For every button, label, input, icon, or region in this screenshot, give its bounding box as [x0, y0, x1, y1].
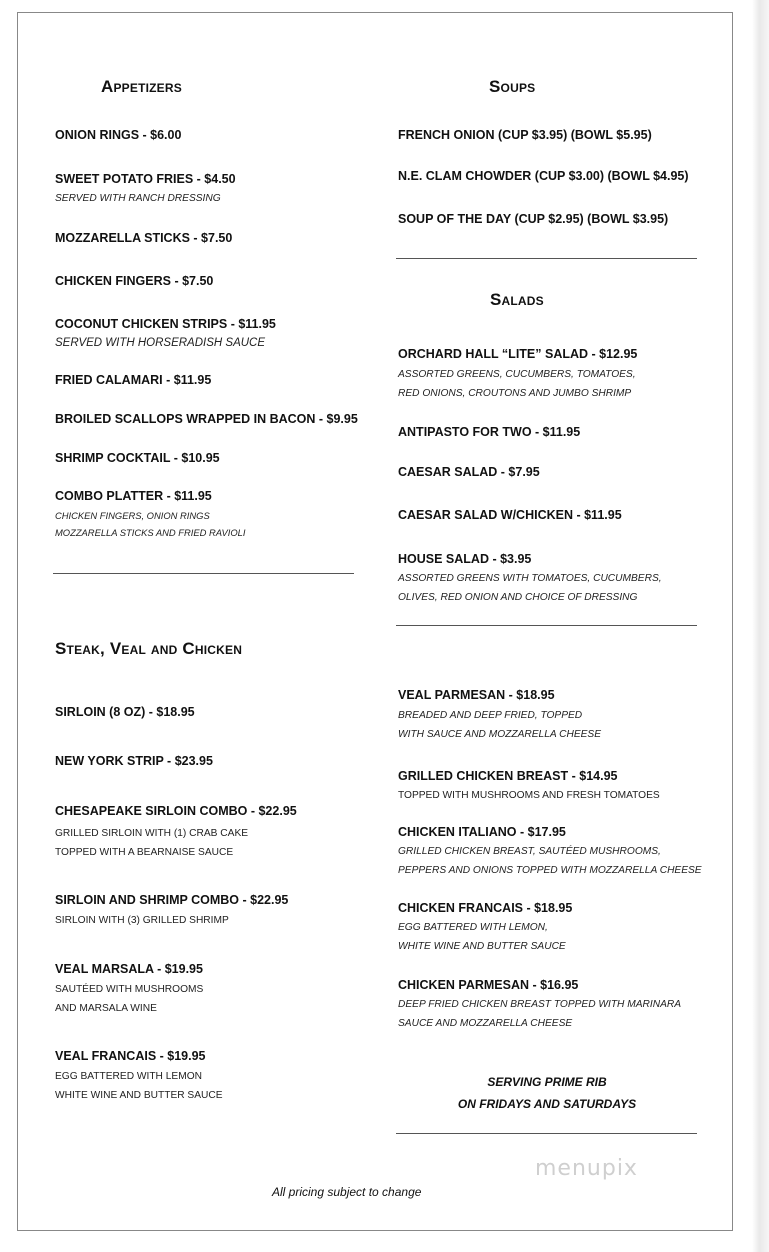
menu-item-veal-parmesan: VEAL PARMESAN - $18.95	[398, 688, 555, 702]
menu-item-chicken-parmesan: CHICKEN PARMESAN - $16.95	[398, 978, 579, 992]
section-divider	[396, 625, 697, 626]
menu-item-description: EGG BATTERED WITH LEMON	[55, 1071, 202, 1082]
salads-heading: Salads	[490, 290, 544, 309]
menu-item-veal-francais: VEAL FRANCAIS - $19.95	[55, 1049, 206, 1063]
section-divider	[396, 1133, 697, 1134]
menu-item-description: TOPPED WITH A BEARNAISE SAUCE	[55, 847, 234, 858]
menu-item-description: ASSORTED GREENS, CUCUMBERS, TOMATOES,	[398, 369, 636, 380]
menu-item-grilled-chicken-breast: GRILLED CHICKEN BREAST - $14.95	[398, 769, 618, 783]
menu-item-description: GRILLED SIRLOIN WITH (1) CRAB CAKE	[55, 828, 249, 839]
soups-heading: Soups	[489, 77, 536, 96]
menu-item-veal-marsala: VEAL MARSALA - $19.95	[55, 962, 203, 976]
menu-item-caesar-salad: CAESAR SALAD - $7.95	[398, 465, 540, 479]
menu-item-description: TOPPED WITH MUSHROOMS AND FRESH TOMATOES	[398, 790, 660, 801]
menu-item-description: MOZZARELLA STICKS AND FRIED RAVIOLI	[55, 527, 246, 538]
menupix-watermark-logo: menupix	[535, 1156, 638, 1181]
appetizers-heading: Appetizers	[101, 77, 182, 96]
menu-item-description: SERVED WITH RANCH DRESSING	[55, 193, 221, 204]
menu-item-description: PEPPERS AND ONIONS TOPPED WITH MOZZARELLA CHEESE	[398, 865, 702, 876]
menu-item-sirloin-shrimp-combo: SIRLOIN AND SHRIMP COMBO - $22.95	[55, 893, 289, 907]
menu-item-sirloin: SIRLOIN (8 OZ) - $18.95	[55, 705, 195, 719]
menu-item-fried-calamari: FRIED CALAMARI - $11.95	[55, 373, 212, 387]
menu-item-description: SERVED WITH HORSERADISH SAUCE	[55, 337, 266, 349]
menu-item-broiled-scallops: BROILED SCALLOPS WRAPPED IN BACON - $9.95	[55, 412, 358, 426]
menu-item-soup-of-the-day: SOUP OF THE DAY (CUP $2.95) (BOWL $3.95)	[398, 212, 669, 226]
menu-item-description: ASSORTED GREENS WITH TOMATOES, CUCUMBERS,	[398, 573, 662, 584]
menu-item-shrimp-cocktail: SHRIMP COCKTAIL - $10.95	[55, 451, 220, 465]
menu-item-chicken-francais: CHICKEN FRANCAIS - $18.95	[398, 901, 573, 915]
menu-item-description: GRILLED CHICKEN BREAST, SAUTÉED MUSHROOMS,	[398, 846, 661, 857]
section-divider	[396, 258, 697, 259]
menu-item-house-salad: HOUSE SALAD - $3.95	[398, 552, 532, 566]
menu-item-mozzarella-sticks: MOZZARELLA STICKS - $7.50	[55, 231, 233, 245]
menu-item-clam-chowder: N.E. CLAM CHOWDER (CUP $3.00) (BOWL $4.95)	[398, 169, 689, 183]
menu-item-new-york-strip: NEW YORK STRIP - $23.95	[55, 754, 213, 768]
menu-item-french-onion: FRENCH ONION (CUP $3.95) (BOWL $5.95)	[398, 128, 652, 142]
prime-rib-note-line-1: SERVING PRIME RIB	[487, 1075, 607, 1089]
menu-item-description: SAUTÉED WITH MUSHROOMS	[55, 984, 204, 995]
menu-item-antipasto-for-two: ANTIPASTO FOR TWO - $11.95	[398, 425, 581, 439]
menu-item-description: WHITE WINE AND BUTTER SAUCE	[398, 941, 566, 952]
menu-item-description: WHITE WINE AND BUTTER SAUCE	[55, 1090, 223, 1101]
pricing-footer-note: All pricing subject to change	[272, 1185, 422, 1199]
menu-item-orchard-hall-lite-salad: ORCHARD HALL “LITE” SALAD - $12.95	[398, 347, 638, 361]
menu-item-chesapeake-sirloin-combo: CHESAPEAKE SIRLOIN COMBO - $22.95	[55, 804, 297, 818]
menu-item-description: DEEP FRIED CHICKEN BREAST TOPPED WITH MARINARA	[398, 999, 682, 1010]
menu-item-description: SAUCE AND MOZZARELLA CHEESE	[398, 1018, 573, 1029]
menu-item-description: BREADED AND DEEP FRIED, TOPPED	[398, 710, 583, 721]
menu-item-description: EGG BATTERED WITH LEMON,	[398, 922, 548, 933]
menu-item-description: RED ONIONS, CROUTONS AND JUMBO SHRIMP	[398, 388, 632, 399]
menu-item-sweet-potato-fries: SWEET POTATO FRIES - $4.50	[55, 172, 236, 186]
menu-item-description: WITH SAUCE AND MOZZARELLA CHEESE	[398, 729, 602, 740]
menu-item-chicken-italiano: CHICKEN ITALIANO - $17.95	[398, 825, 566, 839]
section-divider	[53, 573, 354, 574]
prime-rib-note-line-2: ON FRIDAYS AND SATURDAYS	[457, 1097, 637, 1111]
menu-item-onion-rings: ONION RINGS - $6.00	[55, 128, 182, 142]
steak-veal-chicken-heading: Steak, Veal and Chicken	[55, 639, 243, 658]
menu-item-description: CHICKEN FINGERS, ONION RINGS	[55, 510, 210, 521]
menu-item-description: AND MARSALA WINE	[55, 1003, 157, 1014]
menu-item-caesar-salad-chicken: CAESAR SALAD W/CHICKEN - $11.95	[398, 508, 622, 522]
menu-item-combo-platter: COMBO PLATTER - $11.95	[55, 489, 212, 503]
menu-item-description: SIRLOIN WITH (3) GRILLED SHRIMP	[55, 915, 229, 926]
menu-item-description: OLIVES, RED ONION AND CHOICE OF DRESSING	[398, 592, 638, 603]
menu-item-chicken-fingers: CHICKEN FINGERS - $7.50	[55, 274, 214, 288]
page-edge-shadow	[752, 0, 769, 1252]
menu-item-coconut-chicken-strips: COCONUT CHICKEN STRIPS - $11.95	[55, 317, 276, 331]
